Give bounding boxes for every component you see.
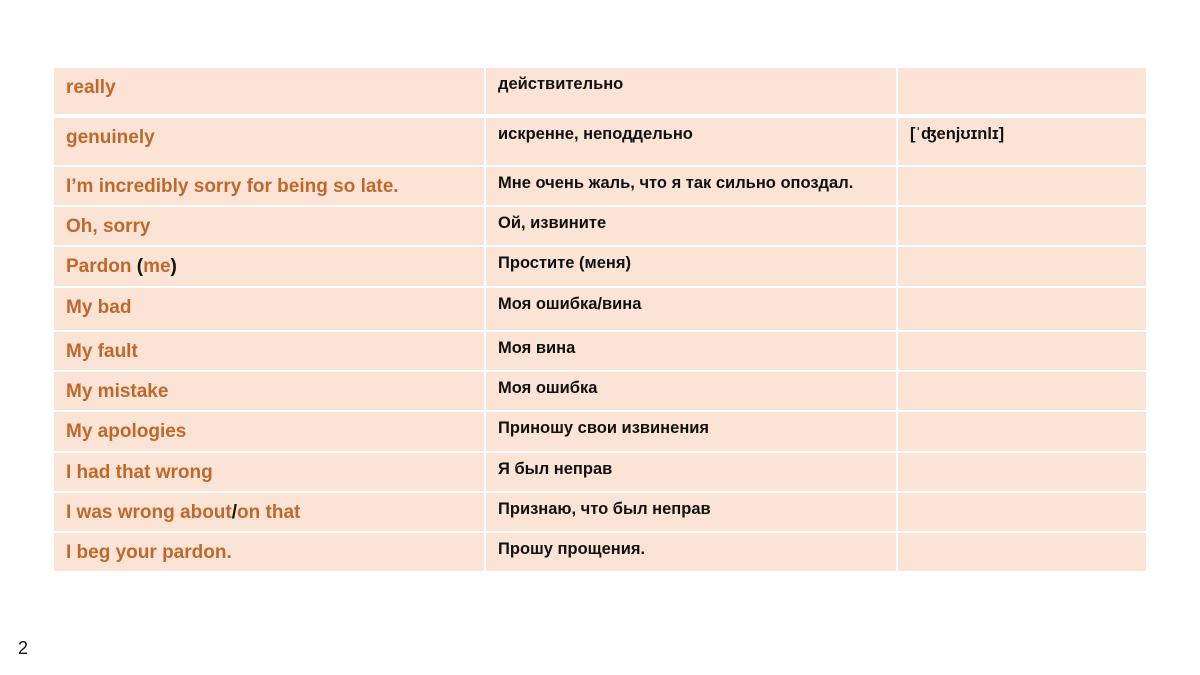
russian-translation: Моя ошибка/вина bbox=[486, 288, 898, 332]
transcription bbox=[898, 332, 1146, 372]
transcription bbox=[898, 288, 1146, 332]
transcription bbox=[898, 412, 1146, 453]
english-phrase: My fault bbox=[54, 332, 486, 372]
russian-translation: Я был неправ bbox=[486, 453, 898, 493]
parenthesis: ) bbox=[170, 256, 177, 277]
russian-translation: Моя ошибка bbox=[486, 372, 898, 412]
table-row bbox=[54, 118, 1146, 167]
russian-translation: искренне, неподдельно bbox=[486, 118, 898, 167]
english-phrase: My bad bbox=[54, 288, 486, 332]
russian-translation: Ой, извините bbox=[486, 207, 898, 247]
english-phrase-part: Pardon bbox=[66, 256, 137, 277]
table-row bbox=[54, 493, 1146, 533]
transcription bbox=[898, 167, 1146, 207]
vocabulary-table bbox=[54, 68, 1146, 573]
table-row bbox=[54, 247, 1146, 288]
russian-translation: Признаю, что был неправ bbox=[486, 493, 898, 533]
parenthesis: ( bbox=[136, 256, 144, 277]
english-phrase: My apologies bbox=[54, 412, 486, 453]
english-phrase: Oh, sorry bbox=[54, 207, 486, 247]
english-phrase-part: I was wrong about bbox=[66, 502, 232, 523]
english-phrase-part: on that bbox=[237, 502, 301, 523]
english-phrase: genuinely bbox=[54, 118, 486, 167]
table-row bbox=[54, 412, 1146, 453]
table-row bbox=[54, 167, 1146, 207]
transcription bbox=[898, 372, 1146, 412]
transcription bbox=[898, 493, 1146, 533]
transcription bbox=[898, 533, 1146, 573]
transcription: [ˈʤenjʊɪnlɪ] bbox=[898, 118, 1146, 167]
table-row bbox=[54, 533, 1146, 573]
page-number: 2 bbox=[18, 638, 29, 658]
english-phrase bbox=[54, 493, 486, 533]
russian-translation: Мне очень жаль, что я так сильно опоздал. bbox=[486, 167, 898, 207]
slash-separator: / bbox=[231, 502, 238, 523]
table-row bbox=[54, 288, 1146, 332]
table-row bbox=[54, 453, 1146, 493]
table-row bbox=[54, 372, 1146, 412]
english-phrase: really bbox=[54, 68, 486, 118]
russian-translation: действительно bbox=[486, 68, 898, 118]
transcription bbox=[898, 453, 1146, 493]
table-row bbox=[54, 332, 1146, 372]
english-phrase: My mistake bbox=[54, 372, 486, 412]
english-phrase bbox=[54, 247, 486, 288]
english-phrase-part: me bbox=[143, 256, 171, 277]
table-row bbox=[54, 68, 1146, 118]
english-phrase: I beg your pardon. bbox=[54, 533, 486, 573]
russian-translation: Прошу прощения. bbox=[486, 533, 898, 573]
transcription bbox=[898, 247, 1146, 288]
english-phrase: I had that wrong bbox=[54, 453, 486, 493]
transcription bbox=[898, 207, 1146, 247]
russian-translation: Приношу свои извинения bbox=[486, 412, 898, 453]
english-phrase: I’m incredibly sorry for being so late. bbox=[54, 167, 486, 207]
russian-translation: Моя вина bbox=[486, 332, 898, 372]
transcription bbox=[898, 68, 1146, 118]
table-row bbox=[54, 207, 1146, 247]
russian-translation: Простите (меня) bbox=[486, 247, 898, 288]
